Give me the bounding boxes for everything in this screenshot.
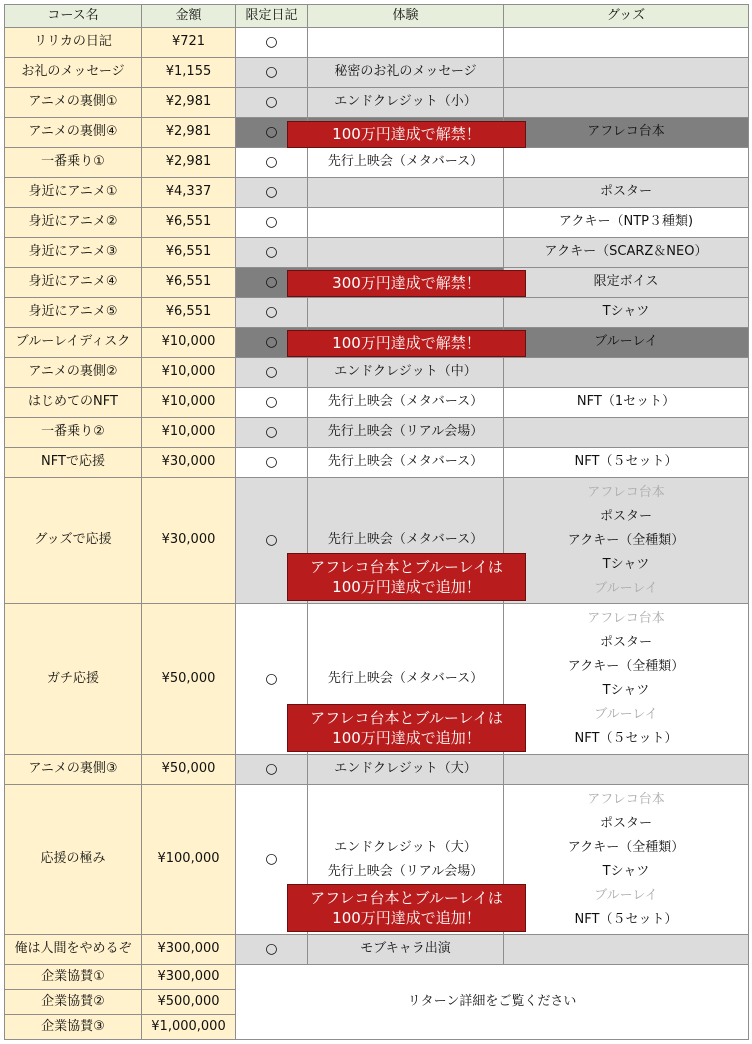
diary-mark: ○: [236, 148, 308, 178]
goods-item: Tシャツ: [602, 863, 650, 879]
experience-cell: [308, 238, 504, 268]
experience-cell: [308, 298, 504, 328]
table-row: [5, 58, 749, 88]
goods-cell: [504, 28, 749, 58]
course-name: 一番乗り②: [5, 418, 142, 448]
course-price: ¥2,981: [142, 118, 236, 148]
goods-cell: [504, 58, 749, 88]
goods-cell: アフレコ台本: [504, 118, 749, 148]
course-name: グッズで応援: [5, 478, 142, 604]
diary-mark: ○: [236, 388, 308, 418]
header-price: 金額: [142, 5, 236, 28]
course-name: ガチ応援: [5, 604, 142, 755]
goods-cell: ポスター: [504, 178, 749, 208]
table-row: [5, 88, 749, 118]
goods-item-dimmed: アフレコ台本: [587, 611, 665, 626]
goods-cell: Tシャツ: [504, 298, 749, 328]
course-name: NFTで応援: [5, 448, 142, 478]
course-name: ブルーレイディスク: [5, 328, 142, 358]
bonus-banner: [287, 884, 526, 932]
diary-mark: ○: [236, 418, 308, 448]
goods-item-dimmed: ブルーレイ: [594, 887, 658, 903]
goods-item: ポスター: [599, 635, 652, 650]
experience-cell: エンドクレジット（中）: [308, 358, 504, 388]
goods-item: アクキー（全種類）: [567, 839, 685, 855]
diary-mark: ○: [236, 328, 308, 358]
course-price: ¥6,551: [142, 268, 236, 298]
course-price: ¥1,000,000: [142, 1015, 236, 1040]
goods-item: Tシャツ: [602, 683, 650, 698]
table-row: [5, 358, 749, 388]
return-note: リターン詳細をご覧ください: [236, 965, 749, 1040]
course-name: アニメの裏側④: [5, 118, 142, 148]
goods-item: アクキー（全種類）: [567, 659, 685, 674]
course-price: ¥500,000: [142, 990, 236, 1015]
goods-cell: NFT（５セット）: [504, 448, 749, 478]
bonus-banner: [287, 553, 526, 601]
course-name: 応援の極み: [5, 785, 142, 935]
course-name: 俺は人間をやめるぞ: [5, 935, 142, 965]
diary-mark: ○: [236, 298, 308, 328]
goods-cell: [504, 148, 749, 178]
goods-item: NFT（５セット）: [574, 911, 678, 927]
course-name: 企業協賛②: [5, 990, 142, 1015]
diary-mark: ○: [236, 238, 308, 268]
table-row: [5, 208, 749, 238]
experience-item: 先行上映会（リアル会場）: [327, 863, 484, 879]
goods-cell: 限定ボイス: [504, 268, 749, 298]
experience-cell: エンドクレジット（小）: [308, 88, 504, 118]
course-price: ¥30,000: [142, 478, 236, 604]
goods-item: アクキー（全種類）: [567, 532, 685, 548]
header-limited-diary: 限定日記: [236, 5, 308, 28]
diary-mark: ○: [236, 358, 308, 388]
diary-mark: ○: [236, 268, 308, 298]
course-name: 企業協賛③: [5, 1015, 142, 1040]
diary-mark: ○: [236, 28, 308, 58]
course-price: ¥6,551: [142, 298, 236, 328]
diary-mark: ○: [236, 208, 308, 238]
course-price: ¥10,000: [142, 328, 236, 358]
header-experience: 体験: [308, 5, 504, 28]
course-price: ¥30,000: [142, 448, 236, 478]
course-price: ¥1,155: [142, 58, 236, 88]
course-price: ¥6,551: [142, 208, 236, 238]
course-price: ¥721: [142, 28, 236, 58]
table-row: [5, 448, 749, 478]
course-name: 一番乗り①: [5, 148, 142, 178]
goods-cell: アクキー（SCARZ＆NEO）: [504, 238, 749, 268]
experience-cell: モブキャラ出演: [308, 935, 504, 965]
table-header-row: [5, 5, 749, 28]
diary-mark: ○: [236, 604, 308, 755]
course-name: 身近にアニメ⑤: [5, 298, 142, 328]
bonus-banner-line: アフレコ台本とブルーレイは: [310, 557, 503, 576]
table-row: [5, 28, 749, 58]
goods-cell: NFT（1セット）: [504, 388, 749, 418]
bonus-banner-line: 100万円達成で追加！: [332, 578, 481, 596]
table-row: [5, 965, 749, 990]
header-goods: グッズ: [504, 5, 749, 28]
goods-item-dimmed: ブルーレイ: [594, 580, 658, 596]
goods-cell: [504, 755, 749, 785]
bonus-banner-line: アフレコ台本とブルーレイは: [310, 888, 503, 907]
unlock-banner-300: 300万円達成で解禁！: [287, 270, 526, 297]
table-row: [5, 418, 749, 448]
course-price: ¥2,981: [142, 88, 236, 118]
course-name: 身近にアニメ②: [5, 208, 142, 238]
goods-item: ポスター: [599, 815, 652, 831]
unlock-banner-100: 100万円達成で解禁！: [287, 121, 526, 148]
goods-cell: [504, 88, 749, 118]
course-name: はじめてのNFT: [5, 388, 142, 418]
course-name: リリカの日記: [5, 28, 142, 58]
diary-mark: ○: [236, 755, 308, 785]
goods-item-dimmed: アフレコ台本: [587, 791, 665, 807]
goods-item: NFT（５セット）: [574, 731, 678, 746]
goods-list: [504, 478, 749, 604]
course-price: ¥300,000: [142, 935, 236, 965]
course-name: 身近にアニメ③: [5, 238, 142, 268]
table-row: [5, 238, 749, 268]
goods-item: ポスター: [599, 508, 652, 524]
experience-cell: [308, 178, 504, 208]
table-row: [5, 148, 749, 178]
goods-item-dimmed: アフレコ台本: [587, 484, 665, 500]
table-row: [5, 388, 749, 418]
table-row: [5, 178, 749, 208]
course-price: ¥300,000: [142, 965, 236, 990]
goods-cell: [504, 935, 749, 965]
goods-cell: アクキー（NTP３種類): [504, 208, 749, 238]
goods-cell: ブルーレイ: [504, 328, 749, 358]
goods-item: Tシャツ: [602, 556, 650, 572]
table-row: [5, 935, 749, 965]
diary-mark: ○: [236, 178, 308, 208]
diary-mark: ○: [236, 88, 308, 118]
experience-item: エンドクレジット（大）: [334, 839, 477, 855]
course-price: ¥4,337: [142, 178, 236, 208]
course-name: アニメの裏側①: [5, 88, 142, 118]
course-price: ¥10,000: [142, 418, 236, 448]
course-price: ¥50,000: [142, 755, 236, 785]
experience-cell: [308, 208, 504, 238]
course-price: ¥10,000: [142, 388, 236, 418]
course-name: アニメの裏側②: [5, 358, 142, 388]
experience-cell: エンドクレジット（大）: [308, 755, 504, 785]
unlock-banner-100: 100万円達成で解禁！: [287, 330, 526, 357]
experience-cell: 先行上映会（リアル会場）: [308, 418, 504, 448]
experience-cell: 先行上映会（メタバース）: [308, 148, 504, 178]
course-name: 身近にアニメ④: [5, 268, 142, 298]
table-row: [5, 755, 749, 785]
course-price: ¥100,000: [142, 785, 236, 935]
diary-mark: ○: [236, 58, 308, 88]
course-name: 企業協賛①: [5, 965, 142, 990]
experience-cell: 先行上映会（メタバース）: [308, 478, 504, 604]
diary-mark: ○: [236, 118, 308, 148]
course-price: ¥50,000: [142, 604, 236, 755]
diary-mark: ○: [236, 935, 308, 965]
experience-cell: 先行上映会（メタバース）: [308, 604, 504, 755]
course-price: ¥10,000: [142, 358, 236, 388]
goods-cell: [504, 358, 749, 388]
table-row: [5, 298, 749, 328]
diary-mark: ○: [236, 785, 308, 935]
goods-cell: [504, 418, 749, 448]
header-course-name: コース名: [5, 5, 142, 28]
course-name: 身近にアニメ①: [5, 178, 142, 208]
course-price: ¥2,981: [142, 148, 236, 178]
goods-list: [504, 604, 749, 755]
diary-mark: ○: [236, 478, 308, 604]
course-name: アニメの裏側③: [5, 755, 142, 785]
bonus-banner: [287, 704, 526, 752]
goods-list: [504, 785, 749, 935]
experience-cell: [308, 28, 504, 58]
bonus-banner-line: アフレコ台本とブルーレイは: [310, 708, 503, 727]
experience-cell: 先行上映会（メタバース）: [308, 388, 504, 418]
course-name: お礼のメッセージ: [5, 58, 142, 88]
experience-cell: 先行上映会（メタバース）: [308, 448, 504, 478]
experience-cell: 秘密のお礼のメッセージ: [308, 58, 504, 88]
goods-item-dimmed: ブルーレイ: [594, 707, 658, 722]
bonus-banner-line: 100万円達成で追加！: [332, 729, 481, 747]
course-price: ¥6,551: [142, 238, 236, 268]
bonus-banner-line: 100万円達成で追加！: [332, 909, 481, 927]
diary-mark: ○: [236, 448, 308, 478]
